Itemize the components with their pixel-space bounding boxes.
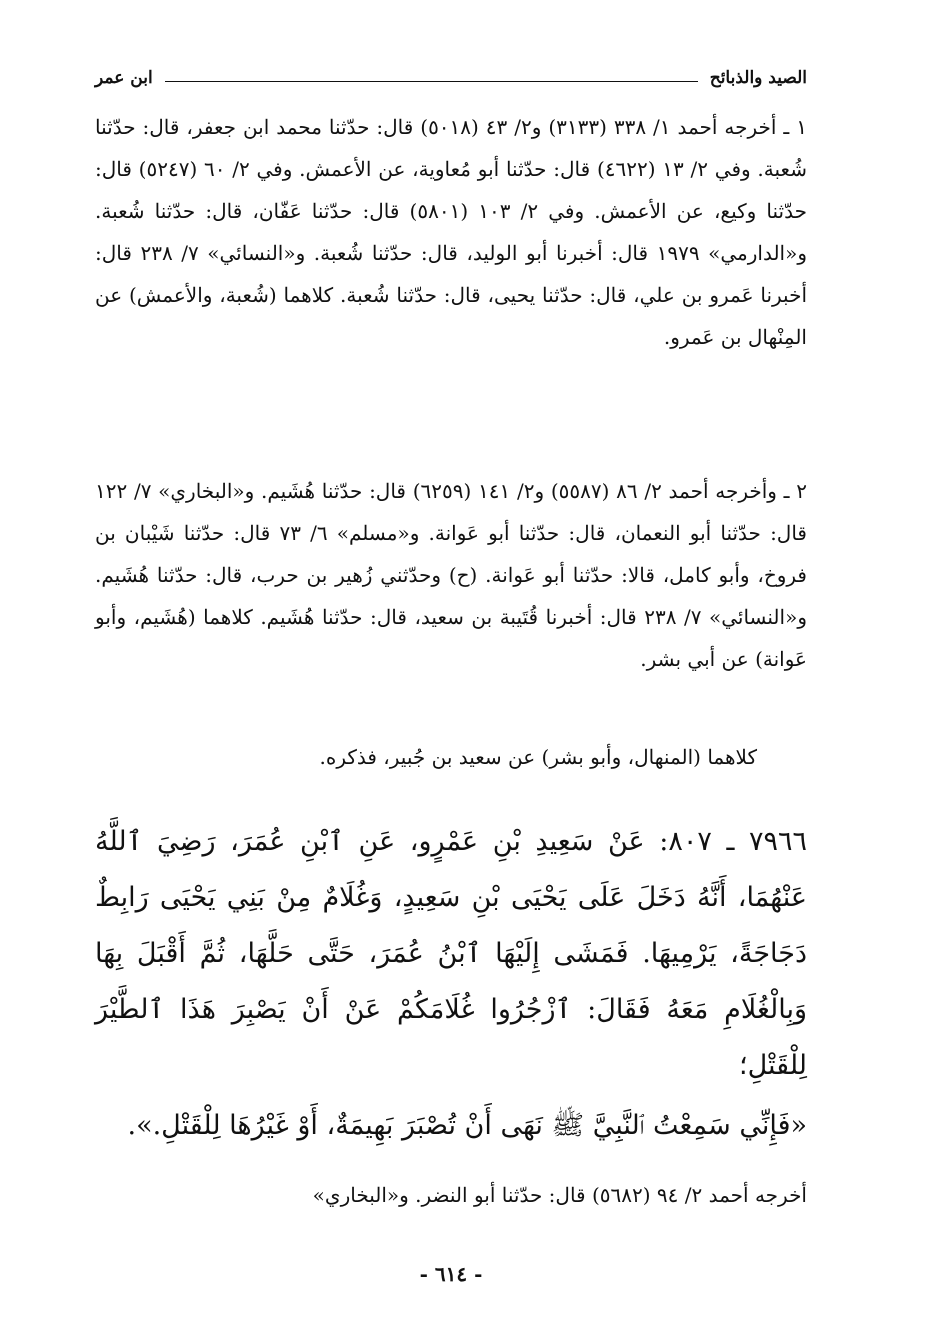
book-page bbox=[95, 62, 807, 1312]
footnote-common bbox=[95, 736, 807, 778]
header-rule bbox=[165, 81, 698, 82]
hadith-quote: «فَإِنِّي سَمِعْتُ ٱلنَّبِيَّ ﷺ نَهَى أَنْ تُصْبَرَ بَهِيمَةٌ، أَوْ غَيْرُهَا لِلْقَتْلِ.». bbox=[127, 1110, 807, 1141]
footnote-2 bbox=[95, 470, 807, 680]
page-number: - ٦١٤ - bbox=[419, 1262, 483, 1286]
running-header bbox=[95, 62, 807, 94]
footnote-1-text: ١ ـ أخرجه أحمد ١/ ٣٣٨ (٣١٣٣) و٢/ ٤٣ (٥٠١٨) قال: حدّثنا محمد ابن جعفر، قال: حدّثنا شُعبة. وفي ٢/ ١٣ (٤٦٢٢) قال: حدّثنا أبو مُعاوية، عن الأعمش. وفي ٢/ ٦٠ (٥٢٤٧) قال: حدّثنا وكيع، عن الأعمش. وفي ٢/ ١٠٣ (٥٨٠١) قال: حدّثنا عَفّان، قال: حدّثنا شُعبة. و«الدارمي» ١٩٧٩ قال: أخبرنا أبو الوليد، قال: حدّثنا شُعبة. و«النسائي» ٧/ ٢٣٨ قال: أخبرنا عَمرو بن علي، قال: حدّثنا يحيى، قال: حدّثنا شُعبة. كلاهما (شُعبة، والأعمش) عن المِنْهال بن عَمرو. bbox=[95, 115, 808, 349]
hadith-text: ٧٩٦٦ ـ ٨٠٧: عَنْ سَعِيدِ بْنِ عَمْرٍو، عَنِ ٱبْنِ عُمَرَ، رَضِيَ ٱللَّهُ عَنْهُمَا، أَنَّهُ دَخَلَ عَلَى يَحْيَى بْنِ سَعِيدٍ، وَغُلَامٌ مِنْ بَنِي يَحْيَى رَابِطٌ دَجَاجَةً، يَرْمِيهَا. فَمَشَى إِلَيْهَا ٱبْنُ عُمَرَ، حَتَّى حَلَّهَا، ثُمَّ أَقْبَلَ بِهَا وَبِالْغُلَامِ مَعَهُ فَقَالَ: ٱزْجُرُوا غُلَامَكُمْ عَنْ أَنْ يَصْبِرَ هَذَا ٱلطَّيْرَ لِلْقَتْلِ؛ bbox=[95, 826, 807, 1081]
footnote-3-text: أخرجه أحمد ٢/ ٩٤ (٥٦٨٢) قال: حدّثنا أبو النضر. و«البخاري» bbox=[312, 1183, 807, 1207]
footnote-common-text: كلاهما (المنهال، وأبو بشر) عن سعيد بن جُبير، فذكره. bbox=[319, 745, 757, 769]
footnote-3 bbox=[95, 1174, 807, 1216]
hadith-block bbox=[95, 814, 807, 1154]
section-title: ابن عمر bbox=[95, 68, 153, 88]
footnote-1 bbox=[95, 106, 807, 358]
chapter-title: الصيد والذبائح bbox=[709, 68, 807, 88]
footnote-2-text: ٢ ـ وأخرجه أحمد ٢/ ٨٦ (٥٥٨٧) و٢/ ١٤١ (٦٢٥٩) قال: حدّثنا هُشَيم. و«البخاري» ٧/ ١٢٢ قال: حدّثنا أبو النعمان، قال: حدّثنا أبو عَوانة. و«مسلم» ٦/ ٧٣ قال: حدّثنا شَيْبان بن فروخ، وأبو كامل، قالا: حدّثنا أبو عَوانة. (ح) وحدّثني زُهير بن حرب، قال: حدّثنا هُشَيم. و«النسائي» ٧/ ٢٣٨ قال: أخبرنا قُتَيبة بن سعيد، قال: حدّثنا هُشَيم. كلاهما (هُشَيم، وأبو عَوانة) عن أبي بشر. bbox=[95, 479, 807, 671]
